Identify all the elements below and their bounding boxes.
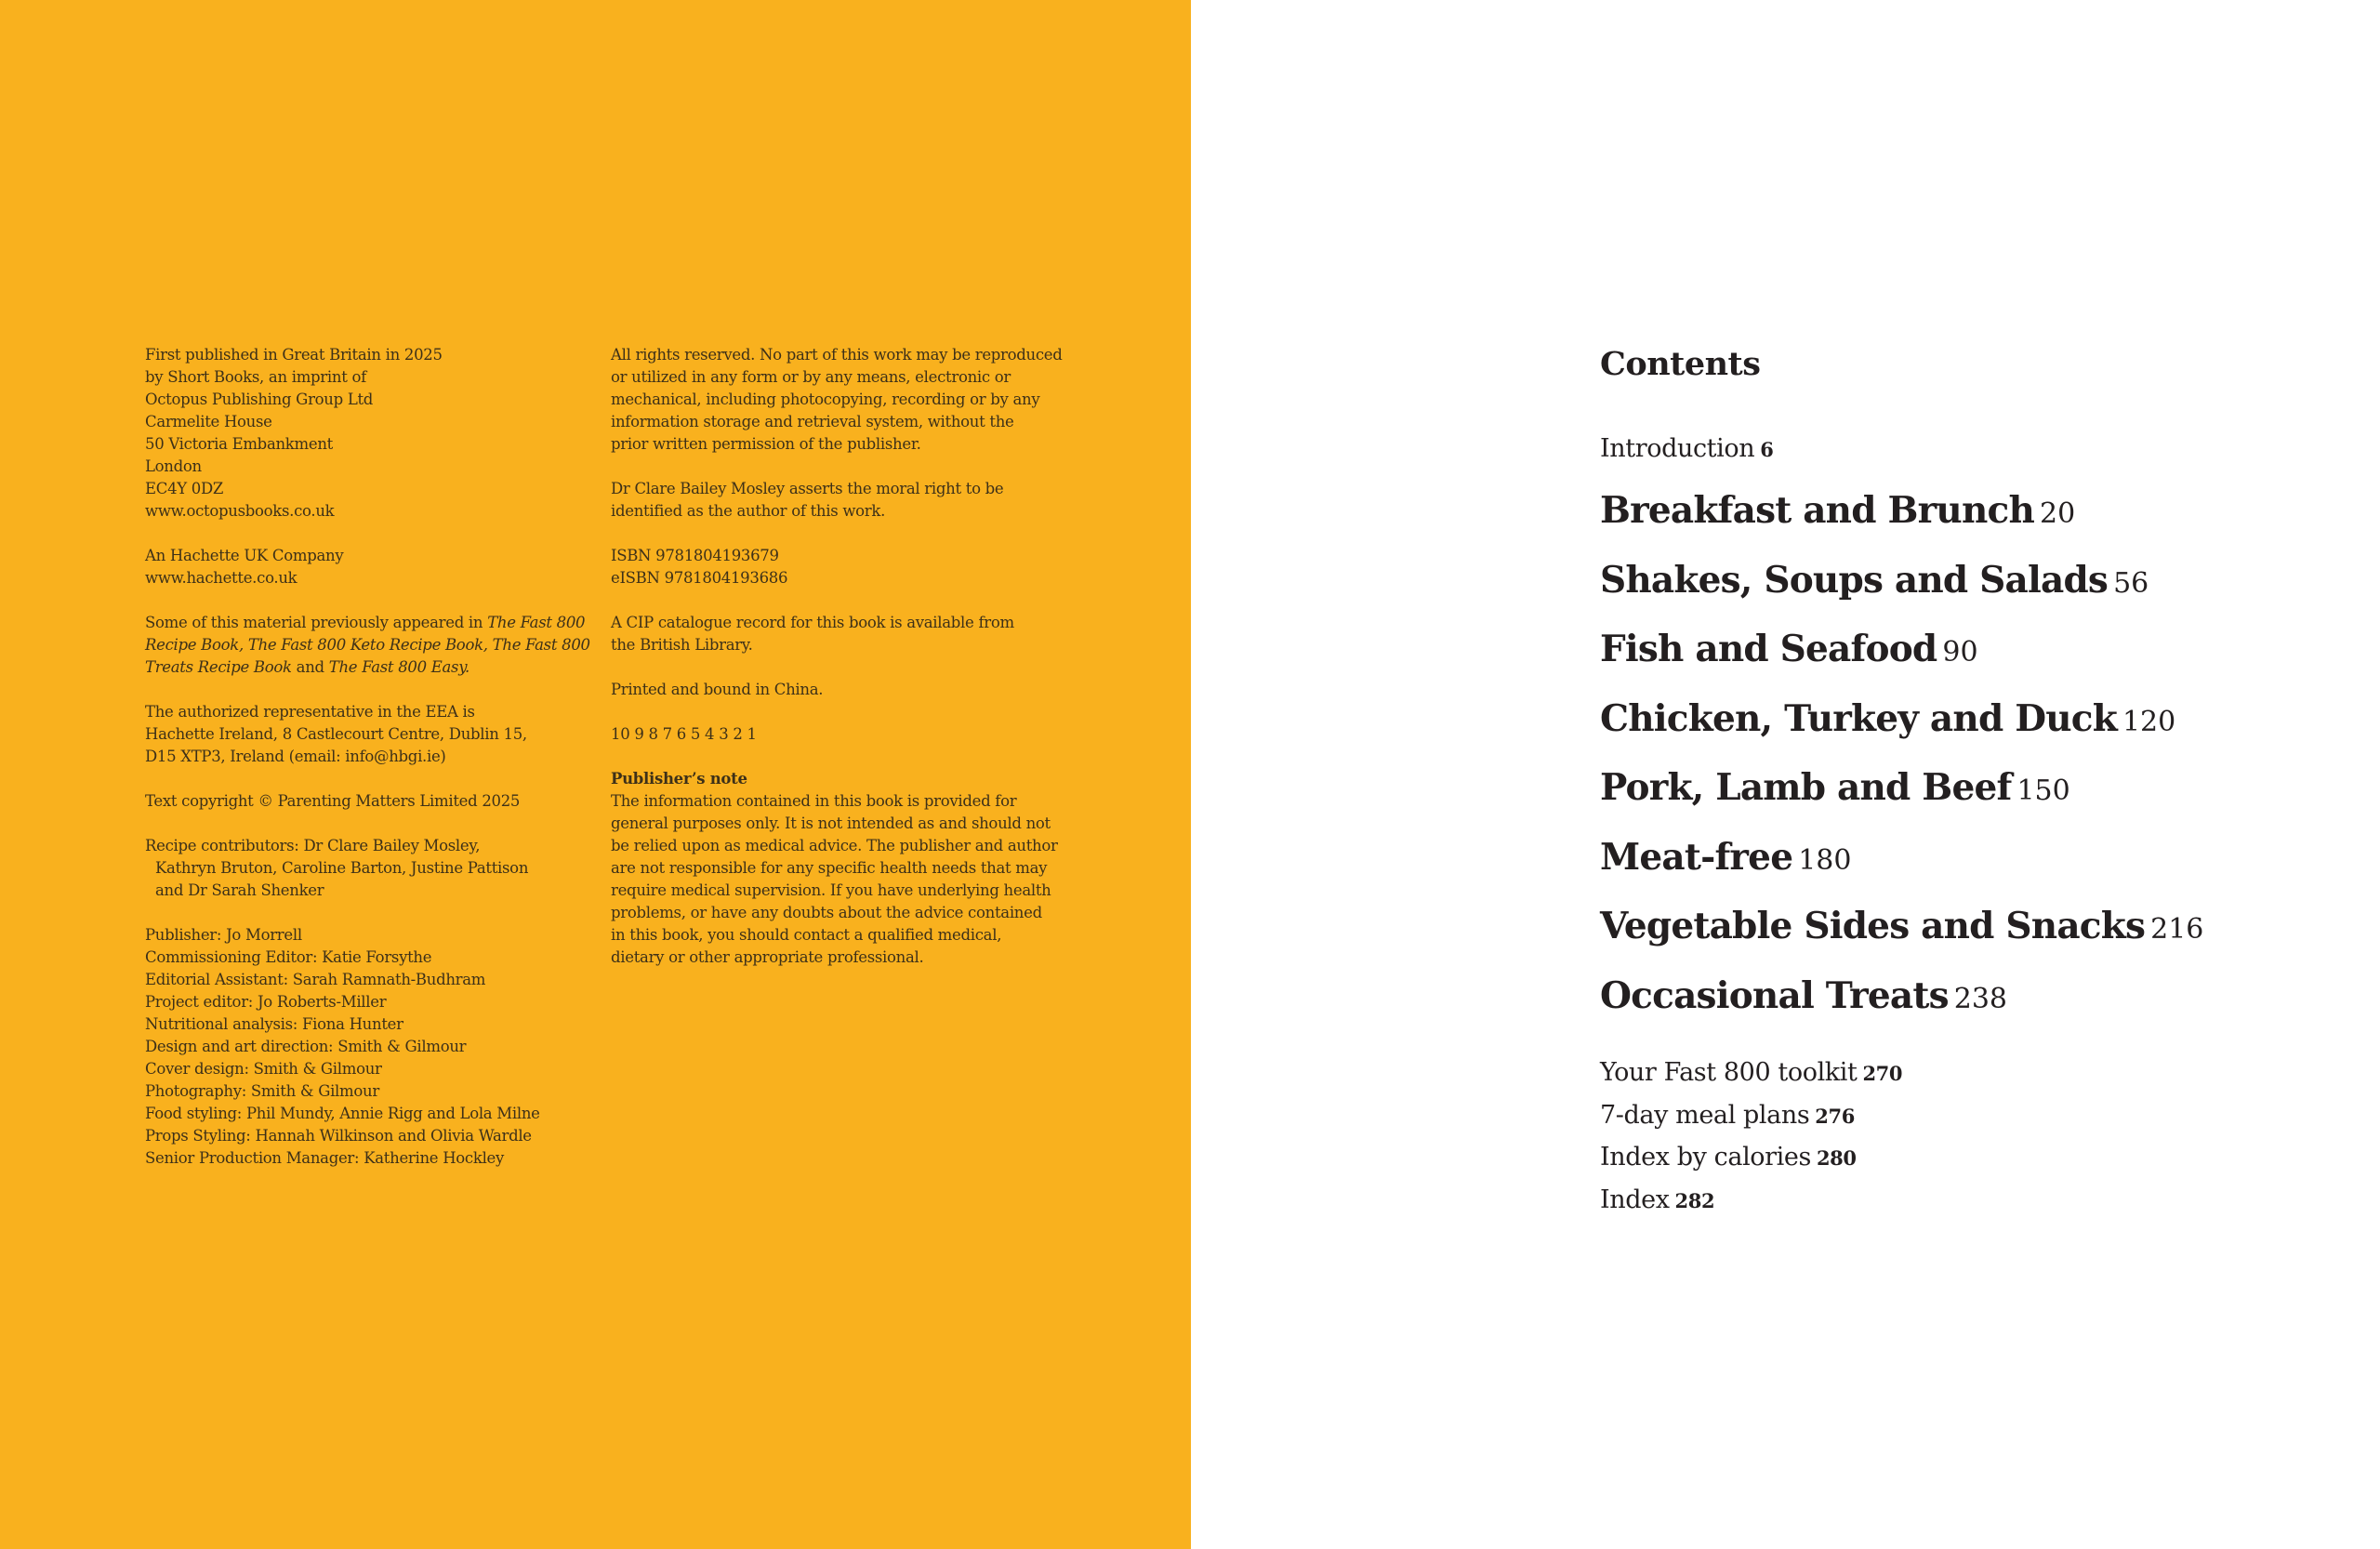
imprint-line: Hachette Ireland, 8 Castlecourt Centre, Dublin 15, — [145, 725, 527, 743]
isbn-block — [611, 545, 1057, 589]
note-line: in this book, you should contact a qualified medical, — [611, 926, 1002, 944]
credits-block — [145, 924, 582, 1170]
eea-representative-block — [145, 701, 582, 768]
book-title: The Fast 800 — [487, 614, 586, 631]
chapter-title: Chicken, Turkey and Duck — [1600, 696, 2117, 740]
credit-line: Publisher: Jo Morrell — [145, 926, 302, 944]
imprint-line: London — [145, 457, 202, 475]
imprint-line: The authorized representative in the EEA is — [145, 703, 475, 721]
toc-chapter-fish-and-seafood[interactable] — [1600, 616, 2203, 686]
imprint-column-left — [145, 344, 590, 1192]
rights-block — [611, 344, 1063, 456]
chapter-page: 150 — [2016, 774, 2070, 807]
publishers-note-block — [611, 768, 1057, 969]
imprint-line: EC4Y 0DZ — [145, 480, 224, 497]
hachette-block — [145, 545, 582, 589]
print-run-line: 10 9 8 7 6 5 4 3 2 1 — [611, 725, 757, 743]
credit-line: Nutritional analysis: Fiona Hunter — [145, 1015, 403, 1033]
book-title: Treats Recipe Book — [145, 658, 292, 676]
chapter-list — [1600, 478, 2203, 1032]
toc-entry-title: Your Fast 800 toolkit — [1600, 1058, 1858, 1087]
credit-line: Commissioning Editor: Katie Forsythe — [145, 948, 432, 966]
toc-entry-page: 276 — [1815, 1104, 1855, 1128]
imprint-line: information storage and retrieval system, without the — [611, 413, 1014, 430]
imprint-line: D15 XTP3, Ireland (email: info@hbgi.ie) — [145, 748, 446, 765]
imprint-line: by Short Books, an imprint of — [145, 368, 366, 386]
toc-entry-title: 7-day meal plans — [1600, 1100, 1810, 1130]
toc-entry-page: 270 — [1862, 1062, 1903, 1085]
chapter-title: Shakes, Soups and Salads — [1600, 558, 2109, 602]
chapter-page: 216 — [2150, 913, 2204, 946]
toc-entry-page: 280 — [1816, 1146, 1857, 1170]
note-line: be relied upon as medical advice. The publisher and author — [611, 837, 1058, 854]
chapter-page: 120 — [2122, 705, 2176, 738]
credit-line: Photography: Smith & Gilmour — [145, 1082, 379, 1100]
imprint-text: Some of this material previously appeared in — [145, 614, 488, 631]
printed-block — [611, 679, 1057, 701]
back-matter-list — [1600, 1053, 2203, 1222]
imprint-line: prior written permission of the publisher. — [611, 435, 921, 453]
credit-line: Food styling: Phil Mundy, Annie Rigg and Lola Milne — [145, 1105, 540, 1122]
imprint-line: Carmelite House — [145, 413, 272, 430]
credit-line: Editorial Assistant: Sarah Ramnath-Budhram — [145, 971, 486, 988]
toc-entry-title: Index — [1600, 1185, 1670, 1214]
toc-chapter-pork-lamb-beef[interactable] — [1600, 755, 2203, 825]
imprint-line — [145, 612, 586, 634]
toc-chapter-breakfast-and-brunch[interactable] — [1600, 478, 2203, 548]
eisbn: eISBN 9781804193686 — [611, 569, 788, 587]
note-line: are not responsible for any specific health needs that may — [611, 859, 1048, 877]
toc-chapter-meat-free[interactable] — [1600, 825, 2203, 894]
toc-entry-page: 282 — [1674, 1188, 1715, 1212]
credit-line: Design and art direction: Smith & Gilmour — [145, 1038, 467, 1055]
note-line: The information contained in this book is provided for — [611, 792, 1017, 810]
credit-line: Project editor: Jo Roberts-Miller — [145, 993, 387, 1011]
toc-entry-index-by-calories[interactable] — [1600, 1137, 2203, 1180]
imprint-text: and — [291, 658, 329, 676]
moral-right-block — [611, 478, 1057, 523]
toc-chapter-shakes-soups-salads[interactable] — [1600, 548, 2203, 617]
publishers-note-heading: Publisher’s note — [611, 770, 747, 788]
publisher-website: www.octopusbooks.co.uk — [145, 502, 335, 520]
imprint-column-right — [611, 344, 1063, 991]
isbn: ISBN 9781804193679 — [611, 547, 779, 564]
note-line: dietary or other appropriate professional. — [611, 948, 924, 966]
chapter-page: 238 — [1953, 982, 2007, 1015]
imprint-line: A CIP catalogue record for this book is available from — [611, 614, 1014, 631]
imprint-line: the British Library. — [611, 636, 753, 654]
book-title: The Fast 800 Easy. — [328, 658, 469, 676]
toc-entry-meal-plans[interactable] — [1600, 1095, 2203, 1138]
imprint-line: Dr Clare Bailey Mosley asserts the moral right to be — [611, 480, 1004, 497]
publisher-address-block — [145, 344, 582, 523]
toc-chapter-vegetable-sides-snacks[interactable] — [1600, 894, 2203, 963]
credit-line: Cover design: Smith & Gilmour — [145, 1060, 382, 1078]
toc-chapter-chicken-turkey-duck[interactable] — [1600, 686, 2203, 756]
imprint-line: An Hachette UK Company — [145, 547, 344, 564]
chapter-page: 180 — [1798, 843, 1852, 877]
imprint-line: Octopus Publishing Group Ltd — [145, 391, 374, 408]
toc-entry-index[interactable] — [1600, 1180, 2203, 1223]
toc-entry-title: Introduction — [1600, 434, 1755, 463]
imprint-line: First published in Great Britain in 2025 — [145, 346, 443, 364]
chapter-page: 56 — [2113, 566, 2149, 600]
credit-line: Props Styling: Hannah Wilkinson and Olivia Wardle — [145, 1127, 532, 1145]
imprint-line: Kathryn Bruton, Caroline Barton, Justine Pattison — [155, 859, 529, 877]
contents-title: Contents — [1600, 345, 1761, 383]
chapter-title: Pork, Lamb and Beef — [1600, 766, 2012, 809]
imprint-line: identified as the author of this work. — [611, 502, 886, 520]
imprint-line: 50 Victoria Embankment — [145, 435, 333, 453]
printed-line: Printed and bound in China. — [611, 681, 824, 698]
chapter-page: 90 — [1942, 636, 1978, 669]
chapter-title: Vegetable Sides and Snacks — [1600, 905, 2146, 947]
note-line: require medical supervision. If you have underlying health — [611, 881, 1051, 899]
imprint-line: or utilized in any form or by any means, electronic or — [611, 368, 1011, 386]
credit-line: Senior Production Manager: Katherine Hockley — [145, 1149, 505, 1167]
imprint-line: All rights reserved. No part of this work may be reproduced — [611, 346, 1063, 364]
cip-block — [611, 612, 1057, 656]
note-line: general purposes only. It is not intended as and should not — [611, 814, 1051, 832]
front-matter-list — [1600, 428, 2203, 470]
toc-entry-introduction[interactable] — [1600, 428, 2203, 470]
contributors-block — [145, 835, 582, 902]
chapter-title: Meat-free — [1600, 835, 1793, 879]
chapter-title: Breakfast and Brunch — [1600, 489, 2035, 532]
table-of-contents — [1600, 342, 2203, 1222]
imprint-line: mechanical, including photocopying, recording or by any — [611, 391, 1040, 408]
imprint-line — [145, 656, 582, 679]
toc-entry-toolkit[interactable] — [1600, 1053, 2203, 1095]
copyright-line: Text copyright © Parenting Matters Limited 2025 — [145, 792, 521, 810]
print-run-block — [611, 723, 1057, 746]
note-line: problems, or have any doubts about the advice contained — [611, 904, 1042, 921]
imprint-line: and Dr Sarah Shenker — [155, 881, 324, 899]
chapter-title: Occasional Treats — [1600, 973, 1949, 1017]
toc-chapter-occasional-treats[interactable] — [1600, 963, 2203, 1033]
hachette-website: www.hachette.co.uk — [145, 569, 298, 587]
chapter-page: 20 — [2040, 497, 2076, 530]
chapter-title: Fish and Seafood — [1600, 628, 1937, 670]
previously-appeared-block — [145, 612, 590, 679]
copyright-block — [145, 790, 582, 813]
imprint-line: Recipe contributors: Dr Clare Bailey Mosley, — [145, 837, 481, 854]
toc-entry-title: Index by calories — [1600, 1143, 1811, 1172]
toc-entry-page: 6 — [1760, 438, 1774, 461]
book-titles-line: Recipe Book, The Fast 800 Keto Recipe Book, The Fast 800 — [145, 636, 590, 654]
